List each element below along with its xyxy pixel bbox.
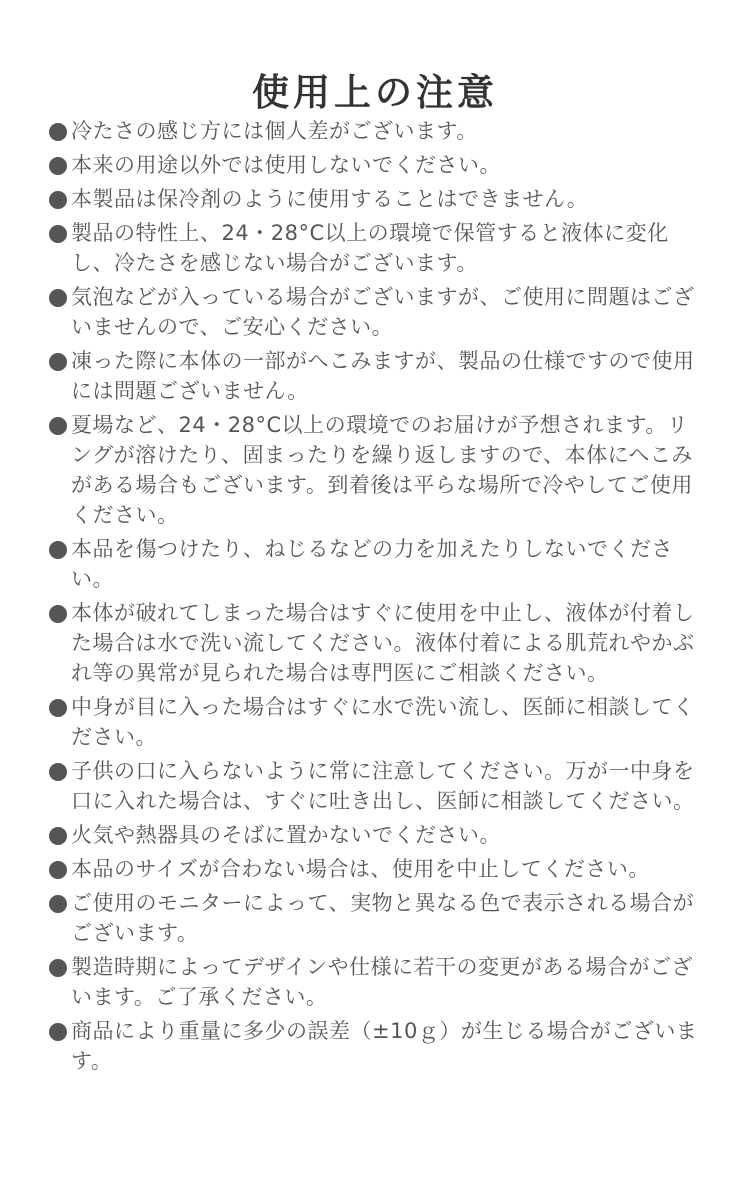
bullet-icon <box>49 191 67 209</box>
caution-text: 商品により重量に多少の誤差（±10ｇ）が生じる場合がございます。 <box>71 1019 698 1073</box>
bullet-icon <box>49 763 67 781</box>
caution-text: 製品の特性上、24・28°C以上の環境で保管すると液体に変化し、冷たさを感じない場合がございます。 <box>71 221 669 275</box>
caution-text: 本製品は保冷剤のように使用することはできません。 <box>71 187 589 211</box>
bullet-icon <box>49 699 67 717</box>
bullet-icon <box>49 605 67 623</box>
caution-text: 中身が目に入った場合はすぐに水で洗い流し、医師に相談してください。 <box>71 695 695 749</box>
caution-item <box>47 1016 707 1076</box>
caution-item <box>47 952 707 1012</box>
bullet-icon <box>49 123 67 141</box>
caution-text: 気泡などが入っている場合がございますが、ご使用に問題はございませんので、ご安心ください。 <box>71 285 695 339</box>
bullet-icon <box>49 541 67 559</box>
caution-item <box>47 692 707 752</box>
bullet-icon <box>49 827 67 845</box>
bullet-icon <box>49 417 67 435</box>
caution-text: 製造時期によってデザインや仕様に若干の変更がある場合がございます。ご了承ください。 <box>71 955 694 1009</box>
caution-item <box>47 150 707 180</box>
bullet-icon <box>49 959 67 977</box>
bullet-icon <box>49 353 67 371</box>
caution-item <box>47 282 707 342</box>
bullet-icon <box>49 895 67 913</box>
caution-item <box>47 534 707 594</box>
page-title: 使用上の注意 <box>252 70 498 114</box>
bullet-icon <box>49 861 67 879</box>
bullet-icon <box>49 157 67 175</box>
caution-item <box>47 888 707 948</box>
caution-list <box>47 116 707 1080</box>
caution-text: 凍った際に本体の一部がへこみますが、製品の仕様ですので使用には問題ございません。 <box>71 349 695 403</box>
bullet-icon <box>49 225 67 243</box>
caution-item <box>47 410 707 530</box>
caution-item <box>47 598 707 688</box>
caution-text: 本体が破れてしまった場合はすぐに使用を中止し、液体が付着した場合は水で洗い流してください。液体付着による肌荒れやかぶれ等の異常が見られた場合は専門医にご相談ください。 <box>71 601 695 685</box>
caution-text: 冷たさの感じ方には個人差がございます。 <box>71 119 478 143</box>
caution-item <box>47 346 707 406</box>
caution-item <box>47 756 707 816</box>
caution-item <box>47 820 707 850</box>
caution-text: 本品を傷つけたり、ねじるなどの力を加えたりしないでください。 <box>71 537 673 591</box>
caution-item <box>47 218 707 278</box>
caution-text: 本品のサイズが合わない場合は、使用を中止してください。 <box>71 857 650 881</box>
caution-text: 子供の口に入らないように常に注意してください。万が一中身を口に入れた場合は、すぐに吐き出し、医師に相談してください。 <box>71 759 695 813</box>
bullet-icon <box>49 289 67 307</box>
caution-text: 夏場など、24・28°C以上の環境でのお届けが予想されます。リングが溶けたり、固まったりを繰り返しますので、本体にへこみがある場合もございます。到着後は平らな場所で冷やしてご使用ください。 <box>71 413 693 527</box>
caution-text: 火気や熱器具のそばに置かないでください。 <box>71 823 501 847</box>
caution-item <box>47 184 707 214</box>
caution-text: 本来の用途以外では使用しないでください。 <box>71 153 501 177</box>
caution-item <box>47 116 707 146</box>
caution-item <box>47 854 707 884</box>
bullet-icon <box>49 1023 67 1041</box>
caution-text: ご使用のモニターによって、実物と異なる色で表示される場合がございます。 <box>71 891 695 945</box>
